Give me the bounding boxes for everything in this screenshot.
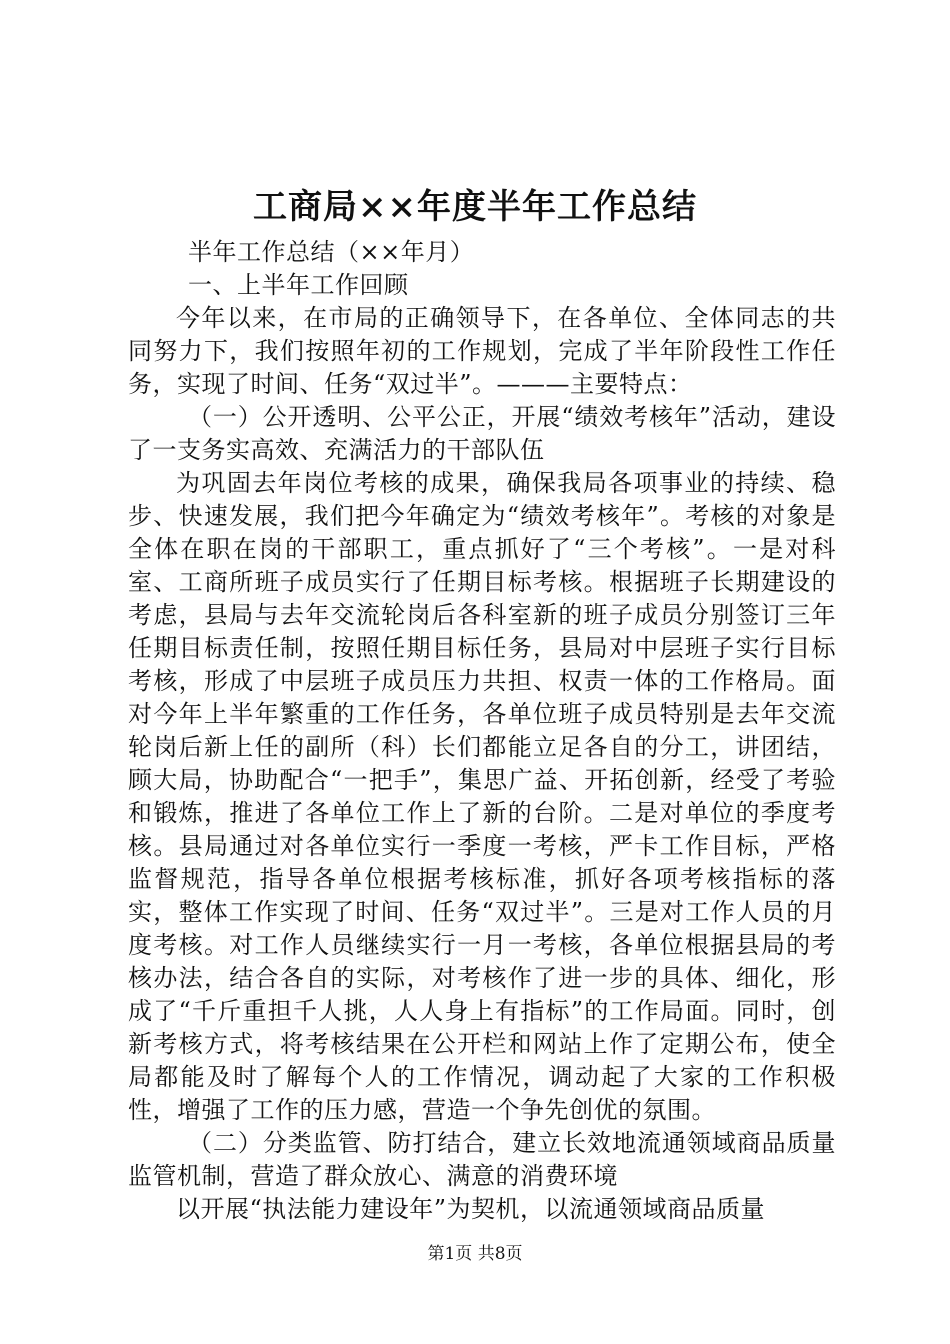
section-heading-two: （二）分类监管、防打结合，建立长效地流通领域商品质量监管机制，营造了群众放心、满意的消费环境 (128, 1129, 836, 1190)
document-body (128, 236, 836, 1226)
page-number: 第1页 共8页 (427, 1244, 523, 1264)
section-heading-review: 一、上半年工作回顾 (188, 271, 409, 299)
document-title: 工商局××年度半年工作总结 (253, 187, 697, 227)
paragraph-subtitle: 半年工作总结（××年月） (188, 238, 475, 266)
paragraph-enforcement: 以开展“执法能力建设年”为契机，以流通领域商品质量 (176, 1195, 766, 1223)
paragraph-assessment: 为巩固去年岗位考核的成果，确保我局各项事业的持续、稳步、快速发展，我们把今年确定为“绩效考核年”。考核的对象是全体在职在岗的干部职工，重点抓好了“三个考核”。一是对科室、工商所班子成员实行了任期目标考核。根据班子长期建设的考虑，县局与去年交流轮岗后各科室新的班子成员分别签订三年任期目标责任制，按照任期目标任务，县局对中层班子实行目标考核，形成了中层班子成员压力共担、权责一体的工作格局。面对今年上半年繁重的工作任务，各单位班子成员特别是去年交流轮岗后新上任的副所（科）长们都能立足各自的分工，讲团结，顾大局，协助配合“一把手”，集思广益、开拓创新，经受了考验和锻炼，推进了各单位工作上了新的台阶。二是对单位的季度考核。县局通过对各单位实行一季度一考核，严卡工作目标，严格监督规范，指导各单位根据考核标准，抓好各项考核指标的落实，整体工作实现了时间、任务“双过半”。三是对工作人员的月度考核。对工作人员继续实行一月一考核，各单位根据县局的考核办法，结合各自的实际，对考核作了进一步的具体、细化，形成了“千斤重担千人挑，人人身上有指标”的工作局面。同时，创新考核方式，将考核结果在公开栏和网站上作了定期公布，使全局都能及时了解每个人的工作情况，调动起了大家的工作积极性，增强了工作的压力感，营造一个争先创优的氛围。 (128, 469, 836, 1124)
section-heading-one: （一）公开透明、公平公正，开展“绩效考核年”活动，建设了一支务实高效、充满活力的干部队伍 (128, 403, 836, 464)
paragraph-overview: 今年以来，在市局的正确领导下，在各单位、全体同志的共同努力下，我们按照年初的工作规划，完成了半年阶段性工作任务，实现了时间、任务“双过半”。———主要特点： (128, 304, 836, 398)
